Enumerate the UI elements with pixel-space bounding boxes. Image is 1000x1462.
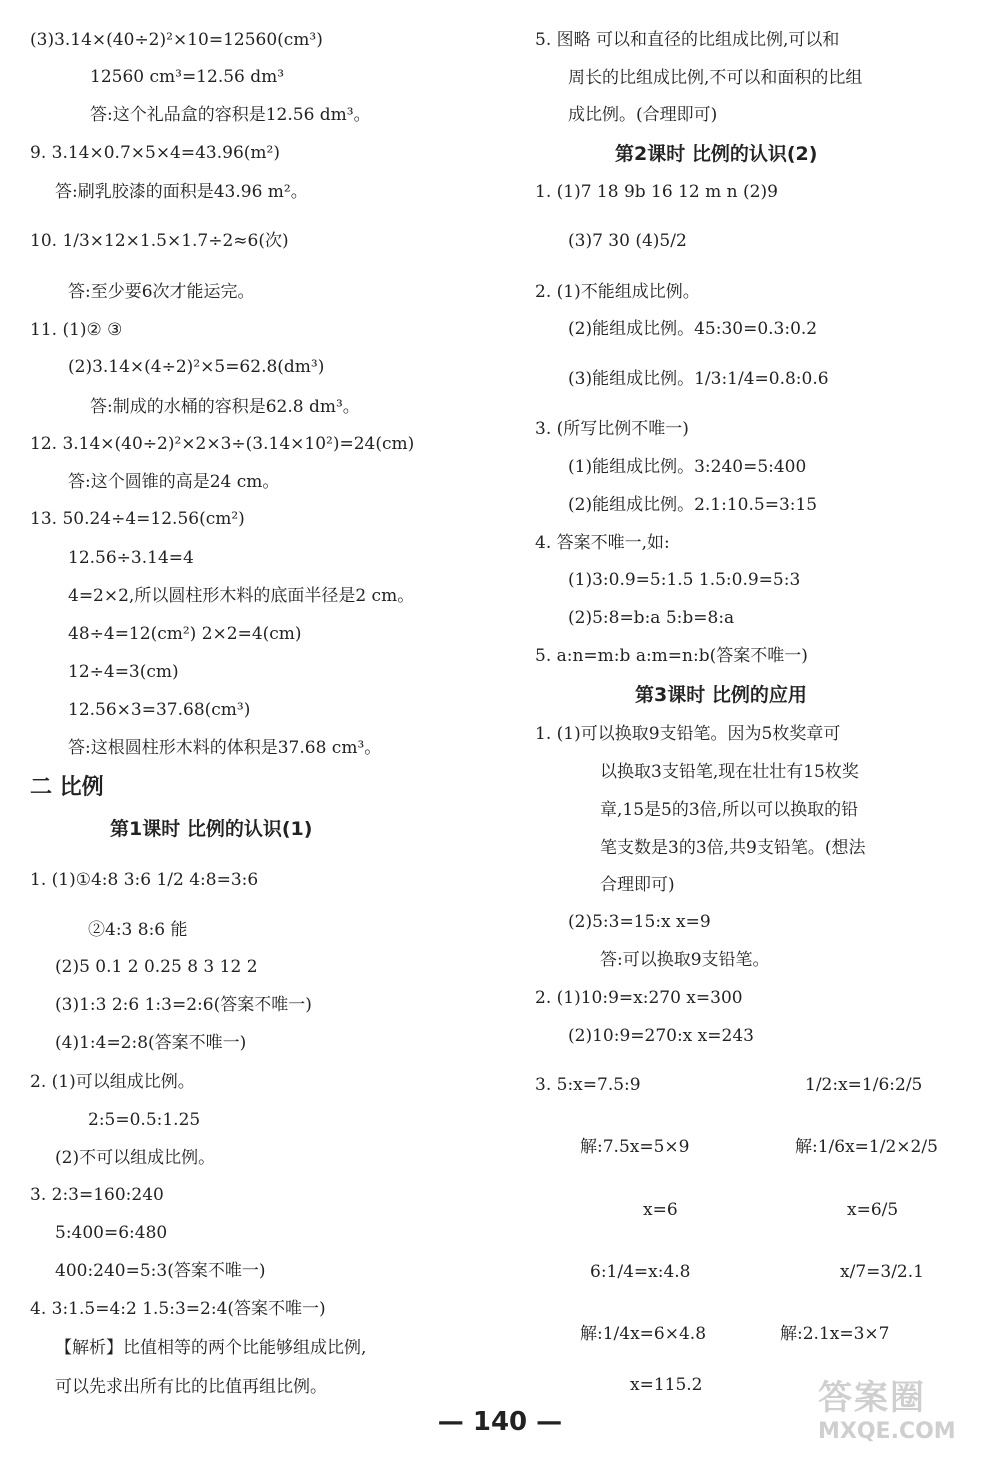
right-line: (2)5:3=15:x x=9 — [568, 912, 711, 932]
right-line: (1)能组成比例。3:240=5:400 — [568, 457, 807, 477]
left-line: 400:240=5:3(答案不唯一) — [55, 1261, 266, 1281]
left-line: (2)3.14×(4÷2)²×5=62.8(dm³) — [68, 357, 325, 377]
left-line: 答:至少要6次才能运完。 — [68, 282, 255, 302]
page-number: — 140 — — [437, 1407, 563, 1437]
left-line: 答:这个圆锥的高是24 cm。 — [68, 472, 280, 492]
right-line: 5. a:n=m:b a:m=n:b(答案不唯一) — [535, 646, 808, 666]
left-line: 3. 2:3=160:240 — [30, 1185, 164, 1205]
right-line: (2)5:8=b:a 5:b=8:a — [568, 608, 735, 628]
right-line: 2. (1)不能组成比例。 — [535, 282, 700, 302]
right-line: (2)能组成比例。45:30=0.3:0.2 — [568, 319, 818, 339]
right-line: (2)能组成比例。2.1:10.5=3:15 — [568, 495, 818, 515]
left-line: 11. (1)② ③ — [30, 320, 123, 340]
left-line: 答:这个礼品盒的容积是12.56 dm³。 — [90, 105, 371, 125]
left-line: 可以先求出所有比的比值再组比例。 — [55, 1377, 327, 1397]
right-line: x=6 — [643, 1200, 678, 1220]
left-line: 第1课时 比例的认识(1) — [110, 818, 313, 840]
left-line: 10. 1/3×12×1.5×1.7÷2≈6(次) — [30, 231, 289, 251]
left-line: 答:刷乳胶漆的面积是43.96 m²。 — [55, 182, 308, 202]
right-line: x=115.2 — [630, 1375, 703, 1395]
right-line: (1)3:0.9=5:1.5 1.5:0.9=5:3 — [568, 570, 801, 590]
right-line: 合理即可) — [600, 875, 675, 895]
right-line: 答:可以换取9支铅笔。 — [600, 950, 770, 970]
left-line: 2. (1)可以组成比例。 — [30, 1072, 195, 1092]
left-line: 12. 3.14×(40÷2)²×2×3÷(3.14×10²)=24(cm) — [30, 434, 415, 454]
right-line: 3. (所写比例不唯一) — [535, 419, 689, 439]
left-line: 12.56÷3.14=4 — [68, 548, 194, 568]
right-line: 1. (1)可以换取9支铅笔。因为5枚奖章可 — [535, 724, 841, 744]
left-line: 12÷4=3(cm) — [68, 662, 179, 682]
left-line: 【解析】比值相等的两个比能够组成比例, — [55, 1338, 367, 1358]
watermark-top-text: 答案圈 — [818, 1378, 926, 1418]
left-line: (3)1:3 2:6 1:3=2:6(答案不唯一) — [55, 995, 312, 1015]
right-line: 笔支数是3的3倍,共9支铅笔。(想法 — [600, 838, 866, 858]
watermark-logo — [818, 1370, 988, 1455]
right-line: 第3课时 比例的应用 — [635, 684, 807, 706]
right-line: (3)7 30 (4)5/2 — [568, 231, 687, 251]
right-line: 成比例。(合理即可) — [568, 105, 718, 125]
right-line: (3)能组成比例。1/3:1/4=0.8:0.6 — [568, 369, 829, 389]
right-line: 3. 5:x=7.5:9 — [535, 1075, 641, 1095]
left-line: 13. 50.24÷4=12.56(cm²) — [30, 509, 245, 529]
right-line: (2)10:9=270:x x=243 — [568, 1026, 754, 1046]
left-line: 4. 3:1.5=4:2 1.5:3=2:4(答案不唯一) — [30, 1299, 326, 1319]
right-line: 5. 图略 可以和直径的比组成比例,可以和 — [535, 30, 840, 50]
left-line: 5:400=6:480 — [55, 1223, 168, 1243]
right-line: 章,15是5的3倍,所以可以换取的铅 — [600, 800, 859, 820]
right-line: 第2课时 比例的认识(2) — [615, 143, 818, 165]
left-line: 48÷4=12(cm²) 2×2=4(cm) — [68, 624, 302, 644]
right-line: 1. (1)7 18 9b 16 12 m n (2)9 — [535, 182, 778, 202]
right-line: 周长的比组成比例,不可以和面积的比组 — [568, 68, 863, 88]
left-line: 9. 3.14×0.7×5×4=43.96(m²) — [30, 143, 280, 163]
left-line: 12560 cm³=12.56 dm³ — [90, 67, 285, 87]
left-line: (4)1:4=2:8(答案不唯一) — [55, 1033, 247, 1053]
right-line: x/7=3/2.1 — [840, 1262, 924, 1282]
right-line: 2. (1)10:9=x:270 x=300 — [535, 988, 743, 1008]
left-line: (2)5 0.1 2 0.25 8 3 12 2 — [55, 957, 258, 977]
right-line: 解:1/4x=6×4.8 — [580, 1324, 707, 1344]
right-line: 6:1/4=x:4.8 — [590, 1262, 691, 1282]
left-line: 1. (1)①4:8 3:6 1/2 4:8=3:6 — [30, 870, 259, 890]
right-line: x=6/5 — [847, 1200, 899, 1220]
right-line: 解:7.5x=5×9 — [580, 1137, 690, 1157]
left-line: 2:5=0.5:1.25 — [88, 1110, 201, 1130]
left-line: ②4:3 8:6 能 — [88, 920, 188, 940]
watermark-bottom-text: MXQE.COM — [818, 1419, 956, 1444]
left-line: (2)不可以组成比例。 — [55, 1148, 216, 1168]
left-line: 答:制成的水桶的容积是62.8 dm³。 — [90, 397, 360, 417]
left-line: 12.56×3=37.68(cm³) — [68, 700, 251, 720]
left-line: (3)3.14×(40÷2)²×10=12560(cm³) — [30, 30, 323, 50]
left-line: 答:这根圆柱形木料的体积是37.68 cm³。 — [68, 738, 382, 758]
left-line: 4=2×2,所以圆柱形木料的底面半径是2 cm。 — [68, 586, 415, 606]
right-line: 解:2.1x=3×7 — [780, 1324, 890, 1344]
right-line: 4. 答案不唯一,如: — [535, 533, 670, 553]
right-line: 以换取3支铅笔,现在壮壮有15枚奖 — [600, 762, 859, 782]
right-line: 1/2:x=1/6:2/5 — [805, 1075, 923, 1095]
left-line: 二 比例 — [30, 775, 104, 800]
right-line: 解:1/6x=1/2×2/5 — [795, 1137, 938, 1157]
